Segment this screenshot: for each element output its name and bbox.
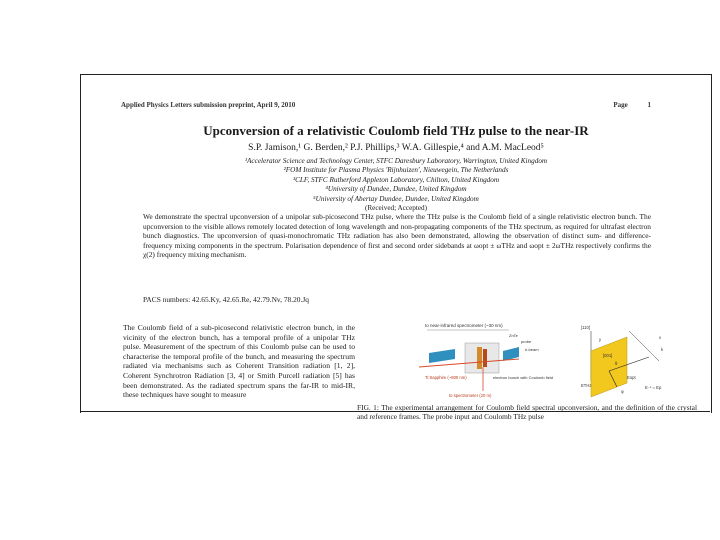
mirror-left: [429, 349, 455, 363]
abstract: We demonstrate the spectral upconversion of a unipolar sub-picosecond THz pulse, where the THz pulse is the Coulomb field of a single relativistic electron bunch. The upconversion to the visible allows remotely located detection of long wavelength and non-propagating components of the THz spectrum, as required for ultrafast electron bunch diagnostics. The upconversion of quasi-monochromatic THz radiation has also been demonstrated, allowing the observation of distinct sum- and difference-frequency mixing components in the spectrum. Polarisation dependence of first and second order sidebands at ωopt ± ωTHz and ωopt ± 2ωTHz respectively confirms the χ(2) frequency mixing mechanism.: [143, 212, 651, 259]
axis-label: y: [599, 337, 602, 342]
body-column-left: The Coulomb field of a sub-picosecond relativistic electron bunch, in the vicinity of the electron bunch, has a temporal profile of a unipolar THz pulse. Measurement of the spectrum of this Coulomb pulse can be used to characterise the temporal profile of the bunch, and measuring the spectrum radiated via mechanisms such as Coherent Transition radiation [1, 2], Coherent Synchrotron Radiation [3, 4] or Smith Purcell radiation [5] has been demonstrated. As the radiated spectrum spans the far-IR to mid-IR, these techniques have sought to measure: [123, 323, 355, 400]
figure-caption: FIG. 1: The experimental arrangement for Coulomb field spectral upconversion, and the definition of the crystal and reference frames. The probe input and Coulomb THz pulse: [357, 403, 697, 422]
page-label: Page: [613, 101, 628, 109]
crystal-label: ZnTe: [509, 333, 518, 338]
crystal-plane: [591, 337, 627, 397]
spectrometer-path-label: to spectrometer (20 m): [449, 393, 492, 398]
axis-label: x: [659, 335, 662, 340]
crystal-orientation-diagram: [581, 325, 664, 397]
probe-label: probe: [521, 339, 532, 344]
laser-label: Ti:Sapphire (~800 nm): [425, 375, 467, 380]
page-bottom-rule: [80, 411, 710, 412]
experimental-setup-figure: [359, 321, 699, 403]
field-label: Eopt: [627, 375, 636, 380]
wavevector-label: k: [661, 347, 664, 352]
affiliations: [81, 157, 711, 213]
journal-line: Applied Physics Letters submission preprint, April 9, 2010: [121, 101, 296, 109]
crystal-block: [477, 347, 482, 369]
preprint-header: [121, 101, 651, 109]
received-line: (Received; Accepted): [364, 204, 428, 213]
angle-label: E⁻¹ = Ep: [645, 385, 662, 390]
paper-page: [80, 74, 712, 422]
page-indicator: [613, 101, 651, 109]
crystal-block: [483, 349, 487, 367]
angle-symbol: θ: [615, 361, 618, 366]
ebeam-label: e-beam: [525, 347, 539, 352]
affiliation: ²FOM Institute for Plasma Physics 'Rijnhuizen', Nieuwegein, The Netherlands: [283, 166, 509, 175]
axis-line: [629, 331, 659, 361]
spectrometer-label: to near-infrared spectrometer (~30 nm): [425, 323, 503, 328]
pacs-numbers: PACS numbers: 42.65.Ky, 42.65.Re, 42.79.Nv, 78.20.Jq: [143, 295, 309, 304]
affiliation: ⁴University of Dundee, Dundee, United Kingdom: [325, 185, 467, 194]
affiliation: ³CLF, STFC Rutherford Appleton Laboratory, Chilton, United Kingdom: [292, 175, 500, 184]
field-label: ETHz: [581, 383, 592, 388]
beamline-schematic: [419, 323, 553, 398]
page-number: 1: [647, 101, 651, 109]
affiliation: ¹Accelerator Science and Technology Center, STFC Daresbury Laboratory, Warrington, United Kingdom: [244, 157, 548, 165]
axis-label: [110]: [581, 325, 591, 330]
paper-title: Upconversion of a relativistic Coulomb field THz pulse to the near-IR: [203, 123, 589, 138]
affiliation: ⁵University of Abertay Dundee, Dundee, United Kingdom: [313, 194, 479, 203]
axis-label: [001]: [603, 353, 613, 358]
author-list: S.P. Jamison,¹ G. Berden,² P.J. Phillips,³ W.A. Gillespie,⁴ and A.M. MacLeod⁵: [248, 143, 544, 153]
bunch-label: electron bunch with Coulomb field: [493, 375, 554, 380]
angle-symbol: φ: [621, 389, 624, 394]
